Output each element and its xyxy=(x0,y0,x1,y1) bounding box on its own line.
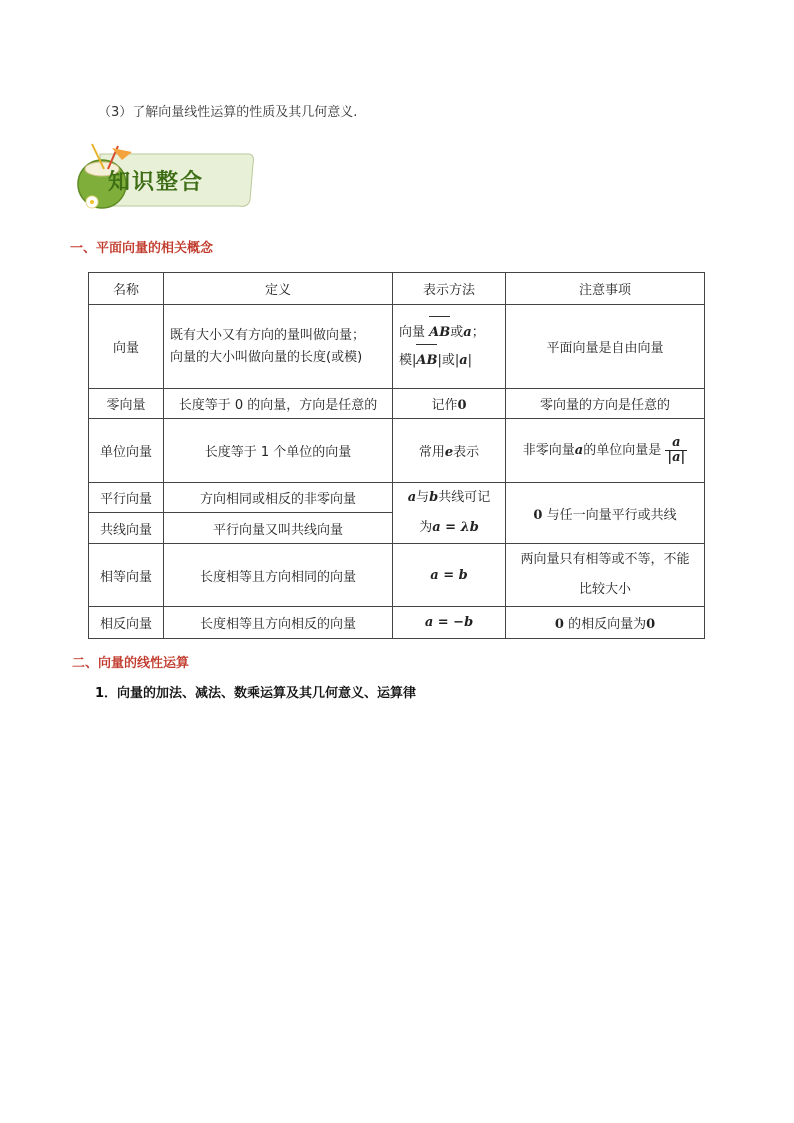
row-name: 平行向量 xyxy=(89,483,164,513)
rep-text: 常用 xyxy=(418,445,445,460)
row-name: 单位向量 xyxy=(89,419,164,483)
intro-text: （3）了解向量线性运算的性质及其几何意义. xyxy=(98,105,358,120)
note-text: 比较大小 xyxy=(578,582,631,597)
vector-a: a xyxy=(407,490,417,505)
zero-vector: 0 xyxy=(457,398,467,413)
rep-text: 记作 xyxy=(431,398,458,413)
note-text: 两向量只有相等或不等，不能 xyxy=(520,552,690,567)
row-name: 共线向量 xyxy=(89,513,164,544)
vector-a: a xyxy=(574,443,584,458)
vector-ab: AB xyxy=(429,319,450,347)
rep-text: 共线可记 xyxy=(438,490,491,505)
row-representation xyxy=(393,389,506,419)
fraction-numerator: a xyxy=(665,436,687,451)
row-definition xyxy=(164,305,393,389)
concepts-table xyxy=(88,272,705,639)
note-text: 与任一向量平行或共线 xyxy=(546,507,677,523)
fraction-denominator: |a| xyxy=(667,450,686,465)
table-row xyxy=(89,544,705,607)
zero-vector: 0 xyxy=(646,617,656,632)
row-note xyxy=(506,607,705,639)
subsection-heading: 1．向量的加法、减法、数乘运算及其几何意义、运算律 xyxy=(95,686,417,701)
banner-title: 知识整合 xyxy=(108,169,205,195)
zero-vector: 0 xyxy=(533,507,543,523)
table-row xyxy=(89,389,705,419)
row-definition: 方向相同或相反的非零向量 xyxy=(164,483,393,513)
rep-text: 向量 xyxy=(399,324,426,340)
vector-ab: AB xyxy=(416,347,437,375)
table-row xyxy=(89,419,705,483)
rep-text: 模| xyxy=(399,352,417,368)
row-definition: 长度相等且方向相反的向量 xyxy=(164,607,393,639)
row-name: 零向量 xyxy=(89,389,164,419)
vector-a: a xyxy=(463,324,472,340)
row-note xyxy=(506,419,705,483)
definition-line: 向量的大小叫做向量的长度(或模) xyxy=(170,349,363,365)
row-note xyxy=(506,544,705,607)
header-representation: 表示方法 xyxy=(393,273,506,305)
definition-line: 既有大小又有方向的量叫做向量； xyxy=(170,327,366,343)
rep-text: 或 xyxy=(450,324,464,340)
row-note xyxy=(506,483,705,544)
row-definition: 长度等于 1 个单位的向量 xyxy=(164,419,393,483)
note-text: 的单位向量是 xyxy=(583,443,662,458)
vector-b: b xyxy=(429,490,439,505)
section-heading-linear-ops: 二、向量的线性运算 xyxy=(72,656,190,671)
vector-a: a xyxy=(459,352,468,368)
row-name: 相等向量 xyxy=(89,544,164,607)
row-definition: 平行向量又叫共线向量 xyxy=(164,513,393,544)
opposite-formula: a = −b xyxy=(424,615,474,630)
header-name: 名称 xyxy=(89,273,164,305)
rep-text: 为 xyxy=(419,520,433,535)
vector-e: e xyxy=(444,445,454,460)
table-row xyxy=(89,305,705,389)
row-representation xyxy=(393,419,506,483)
equal-formula: a = b xyxy=(430,567,468,583)
table-row xyxy=(89,607,705,639)
table-header-row xyxy=(89,273,705,305)
collinear-formula: a = λb xyxy=(432,520,479,535)
rep-text: 表示 xyxy=(453,445,480,460)
unit-vector-fraction xyxy=(665,436,687,465)
zero-vector: 0 xyxy=(554,617,564,632)
row-definition: 长度等于 0 的向量，方向是任意的 xyxy=(164,389,393,419)
row-representation xyxy=(393,544,506,607)
row-definition: 长度相等且方向相同的向量 xyxy=(164,544,393,607)
table-row xyxy=(89,483,705,513)
row-note: 零向量的方向是任意的 xyxy=(506,389,705,419)
row-representation xyxy=(393,607,506,639)
row-name: 相反向量 xyxy=(89,607,164,639)
row-note: 平面向量是自由向量 xyxy=(506,305,705,389)
header-definition: 定义 xyxy=(164,273,393,305)
section-heading-concepts: 一、平面向量的相关概念 xyxy=(70,241,214,256)
row-representation xyxy=(393,483,506,544)
note-text: 的相反向量为 xyxy=(568,617,647,632)
rep-text: ； xyxy=(471,324,485,340)
note-text: 非零向量 xyxy=(522,443,575,458)
rep-text: | xyxy=(467,352,473,368)
row-name: 向量 xyxy=(89,305,164,389)
rep-text: |或| xyxy=(437,352,460,368)
row-representation xyxy=(393,305,506,389)
header-notes: 注意事项 xyxy=(506,273,705,305)
rep-text: 与 xyxy=(416,490,430,505)
